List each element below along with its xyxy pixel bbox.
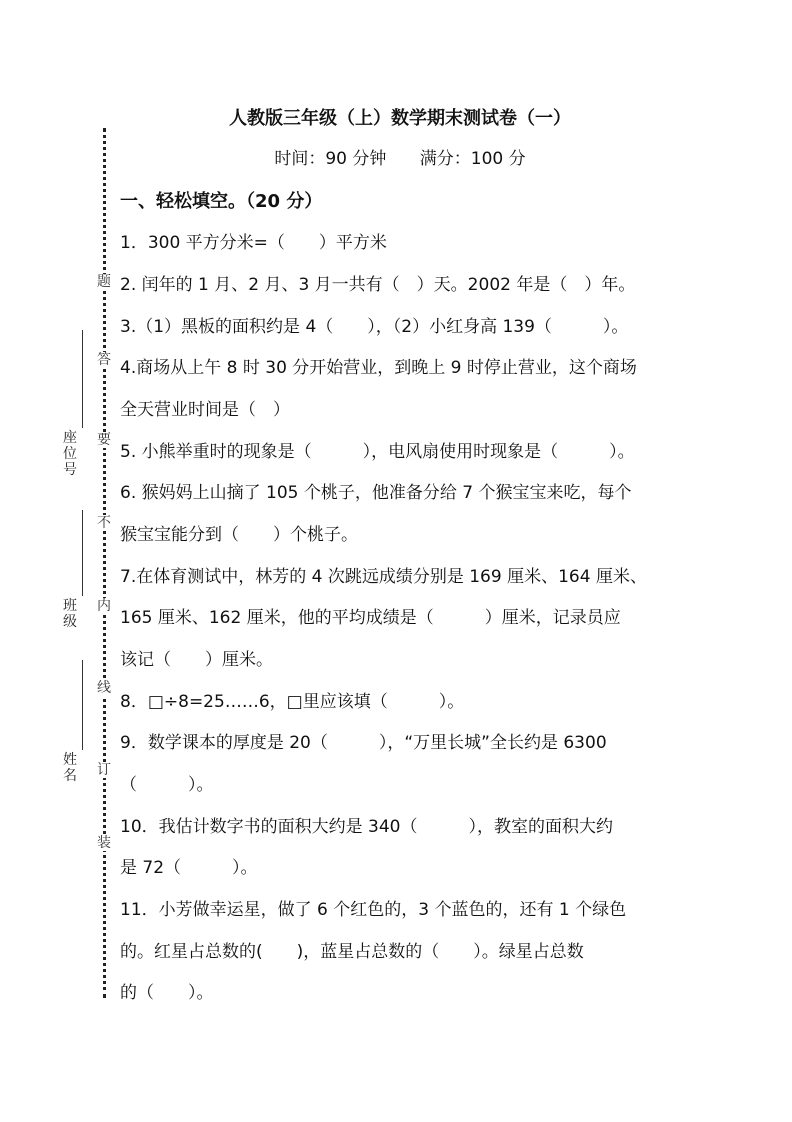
name-label: 姓名 <box>63 752 77 784</box>
name-underline <box>82 660 83 750</box>
question-line: 7.在体育测试中，林芳的 4 次跳远成绩分别是 169 厘米、164 厘米、 <box>120 567 647 587</box>
seat-number-label: 座位号 <box>63 430 77 478</box>
class-underline <box>82 510 83 596</box>
question-line: 的（ ）。 <box>120 983 214 1003</box>
question-line: 11．小芳做幸运星，做了 6 个红色的，3 个蓝色的，还有 1 个绿色 <box>120 900 627 920</box>
question-line: 4.商场从上午 8 时 30 分开始营业，到晚上 9 时停止营业，这个商场 <box>120 358 637 378</box>
question-line: 3.（1）黑板的面积约是 4（ ），（2）小红身高 139（ ）。 <box>120 317 629 337</box>
question-line: 的。红星占总数的( )，蓝星占总数的（ ）。绿星占总数 <box>120 942 584 962</box>
class-label: 班级 <box>63 598 77 630</box>
binding-dotted-line <box>103 128 106 998</box>
section-heading: 一、轻松填空。（20 分） <box>120 191 323 212</box>
name-field[interactable] <box>62 660 84 790</box>
seal-char: 答 <box>97 352 111 368</box>
seal-char: 题 <box>97 274 111 290</box>
exam-score: 满分：100 分 <box>419 149 526 169</box>
class-field[interactable] <box>62 510 84 640</box>
seat-number-underline <box>82 330 83 428</box>
seal-char: 订 <box>97 762 111 778</box>
question-line: 6. 猴妈妈上山摘了 105 个桃子，他准备分给 7 个猴宝宝来吃，每个 <box>120 483 632 503</box>
question-line: 8．□÷8=25……6，□里应该填（ ）。 <box>120 692 465 712</box>
question-line: 全天营业时间是（ ） <box>120 400 290 420</box>
seal-char: 装 <box>97 835 111 851</box>
question-line: 5. 小熊举重时的现象是（ ），电风扇使用时现象是（ ）。 <box>120 442 635 462</box>
seat-number-field[interactable] <box>62 330 84 490</box>
question-line: 猴宝宝能分到（ ）个桃子。 <box>120 525 358 545</box>
question-line: 165 厘米、162 厘米，他的平均成绩是（ ）厘米，记录员应 <box>120 608 621 628</box>
question-line: 1．300 平方分米=（ ）平方米 <box>120 233 387 253</box>
question-line: 2. 闰年的 1 月、2 月、3 月一共有（ ）天。2002 年是（ ）年。 <box>120 275 636 295</box>
exam-meta <box>120 146 680 172</box>
seal-char: 要 <box>97 432 111 448</box>
seal-char: 不 <box>97 515 111 531</box>
question-line: （ ）。 <box>120 775 214 795</box>
exam-title: 人教版三年级（上）数学期末测试卷（一） <box>229 108 571 129</box>
seal-char: 内 <box>97 598 111 614</box>
seal-char: 线 <box>97 680 111 696</box>
exam-time: 时间：90 分钟 <box>274 149 387 169</box>
question-line: 是 72（ ）。 <box>120 858 258 878</box>
question-line: 10．我估计数字书的面积大约是 340（ ），教室的面积大约 <box>120 817 613 837</box>
question-line: 9．数学课本的厚度是 20（ ），“万里长城”全长约是 6300 <box>120 733 607 753</box>
question-line: 该记（ ）厘米。 <box>120 650 273 670</box>
